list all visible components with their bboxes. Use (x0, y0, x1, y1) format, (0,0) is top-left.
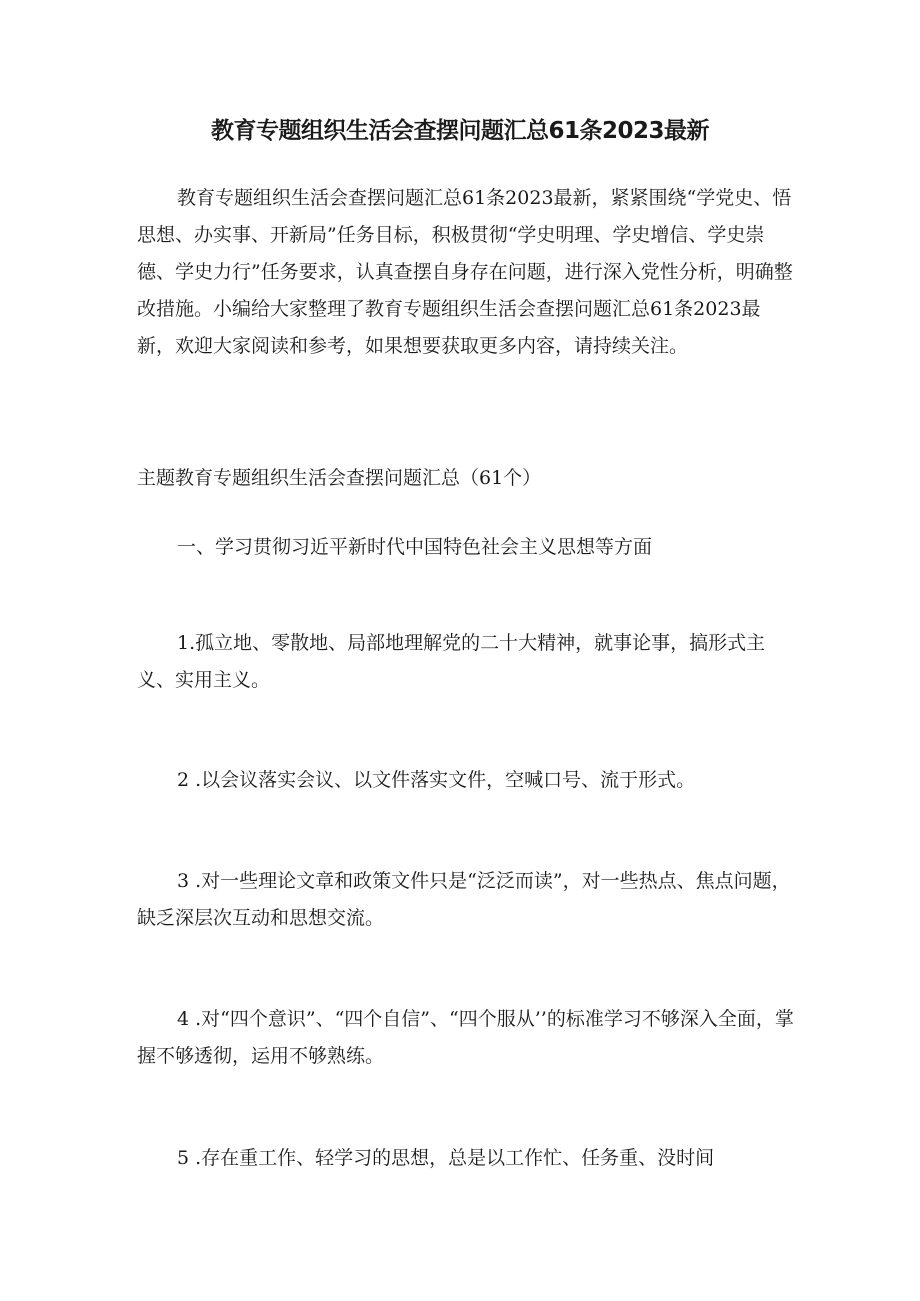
section-heading: 一、学习贯彻习近平新时代中国特色社会主义思想等方面 (177, 536, 653, 558)
summary-heading: 主题教育专题组织生活会查摆问题汇总（61个） (137, 467, 542, 489)
list-item: 4 .对“四个意识”、“四个自信”、“四个服从’’的标准学习不够深入全面，掌握不够透彻，运用不够熟练。 (137, 1008, 794, 1067)
intro-paragraph: 教育专题组织生活会查摆问题汇总61条2023最新，紧紧围绕“学党史、悟思想、办实事、开新局”任务目标，积极贯彻“学史明理、学史增信、学史崇德、学史力行”任务要求，认真查摆自身存在问题，进行深入党性分析，明确整改措施。小编给大家整理了教育专题组织生活会查摆问题汇总61条2023最新，欢迎大家阅读和参考，如果想要获取更多内容，请持续关注。 (137, 187, 793, 357)
list-item: 2 .以会议落实会议、以文件落实文件，空喊口号、流于形式。 (177, 769, 696, 791)
document-title: 教育专题组织生活会查摆问题汇总61条2023最新 (210, 118, 710, 144)
list-item: 1.孤立地、零散地、局部地理解党的二十大精神，就事论事，搞形式主义、实用主义。 (137, 632, 766, 691)
list-item: 5 .存在重工作、轻学习的思想，总是以工作忙、任务重、没时间 (177, 1147, 715, 1169)
list-item: 3 .对一些理论文章和政策文件只是“泛泛而读”，对一些热点、焦点问题，缺乏深层次互动和思想交流。 (137, 870, 791, 929)
